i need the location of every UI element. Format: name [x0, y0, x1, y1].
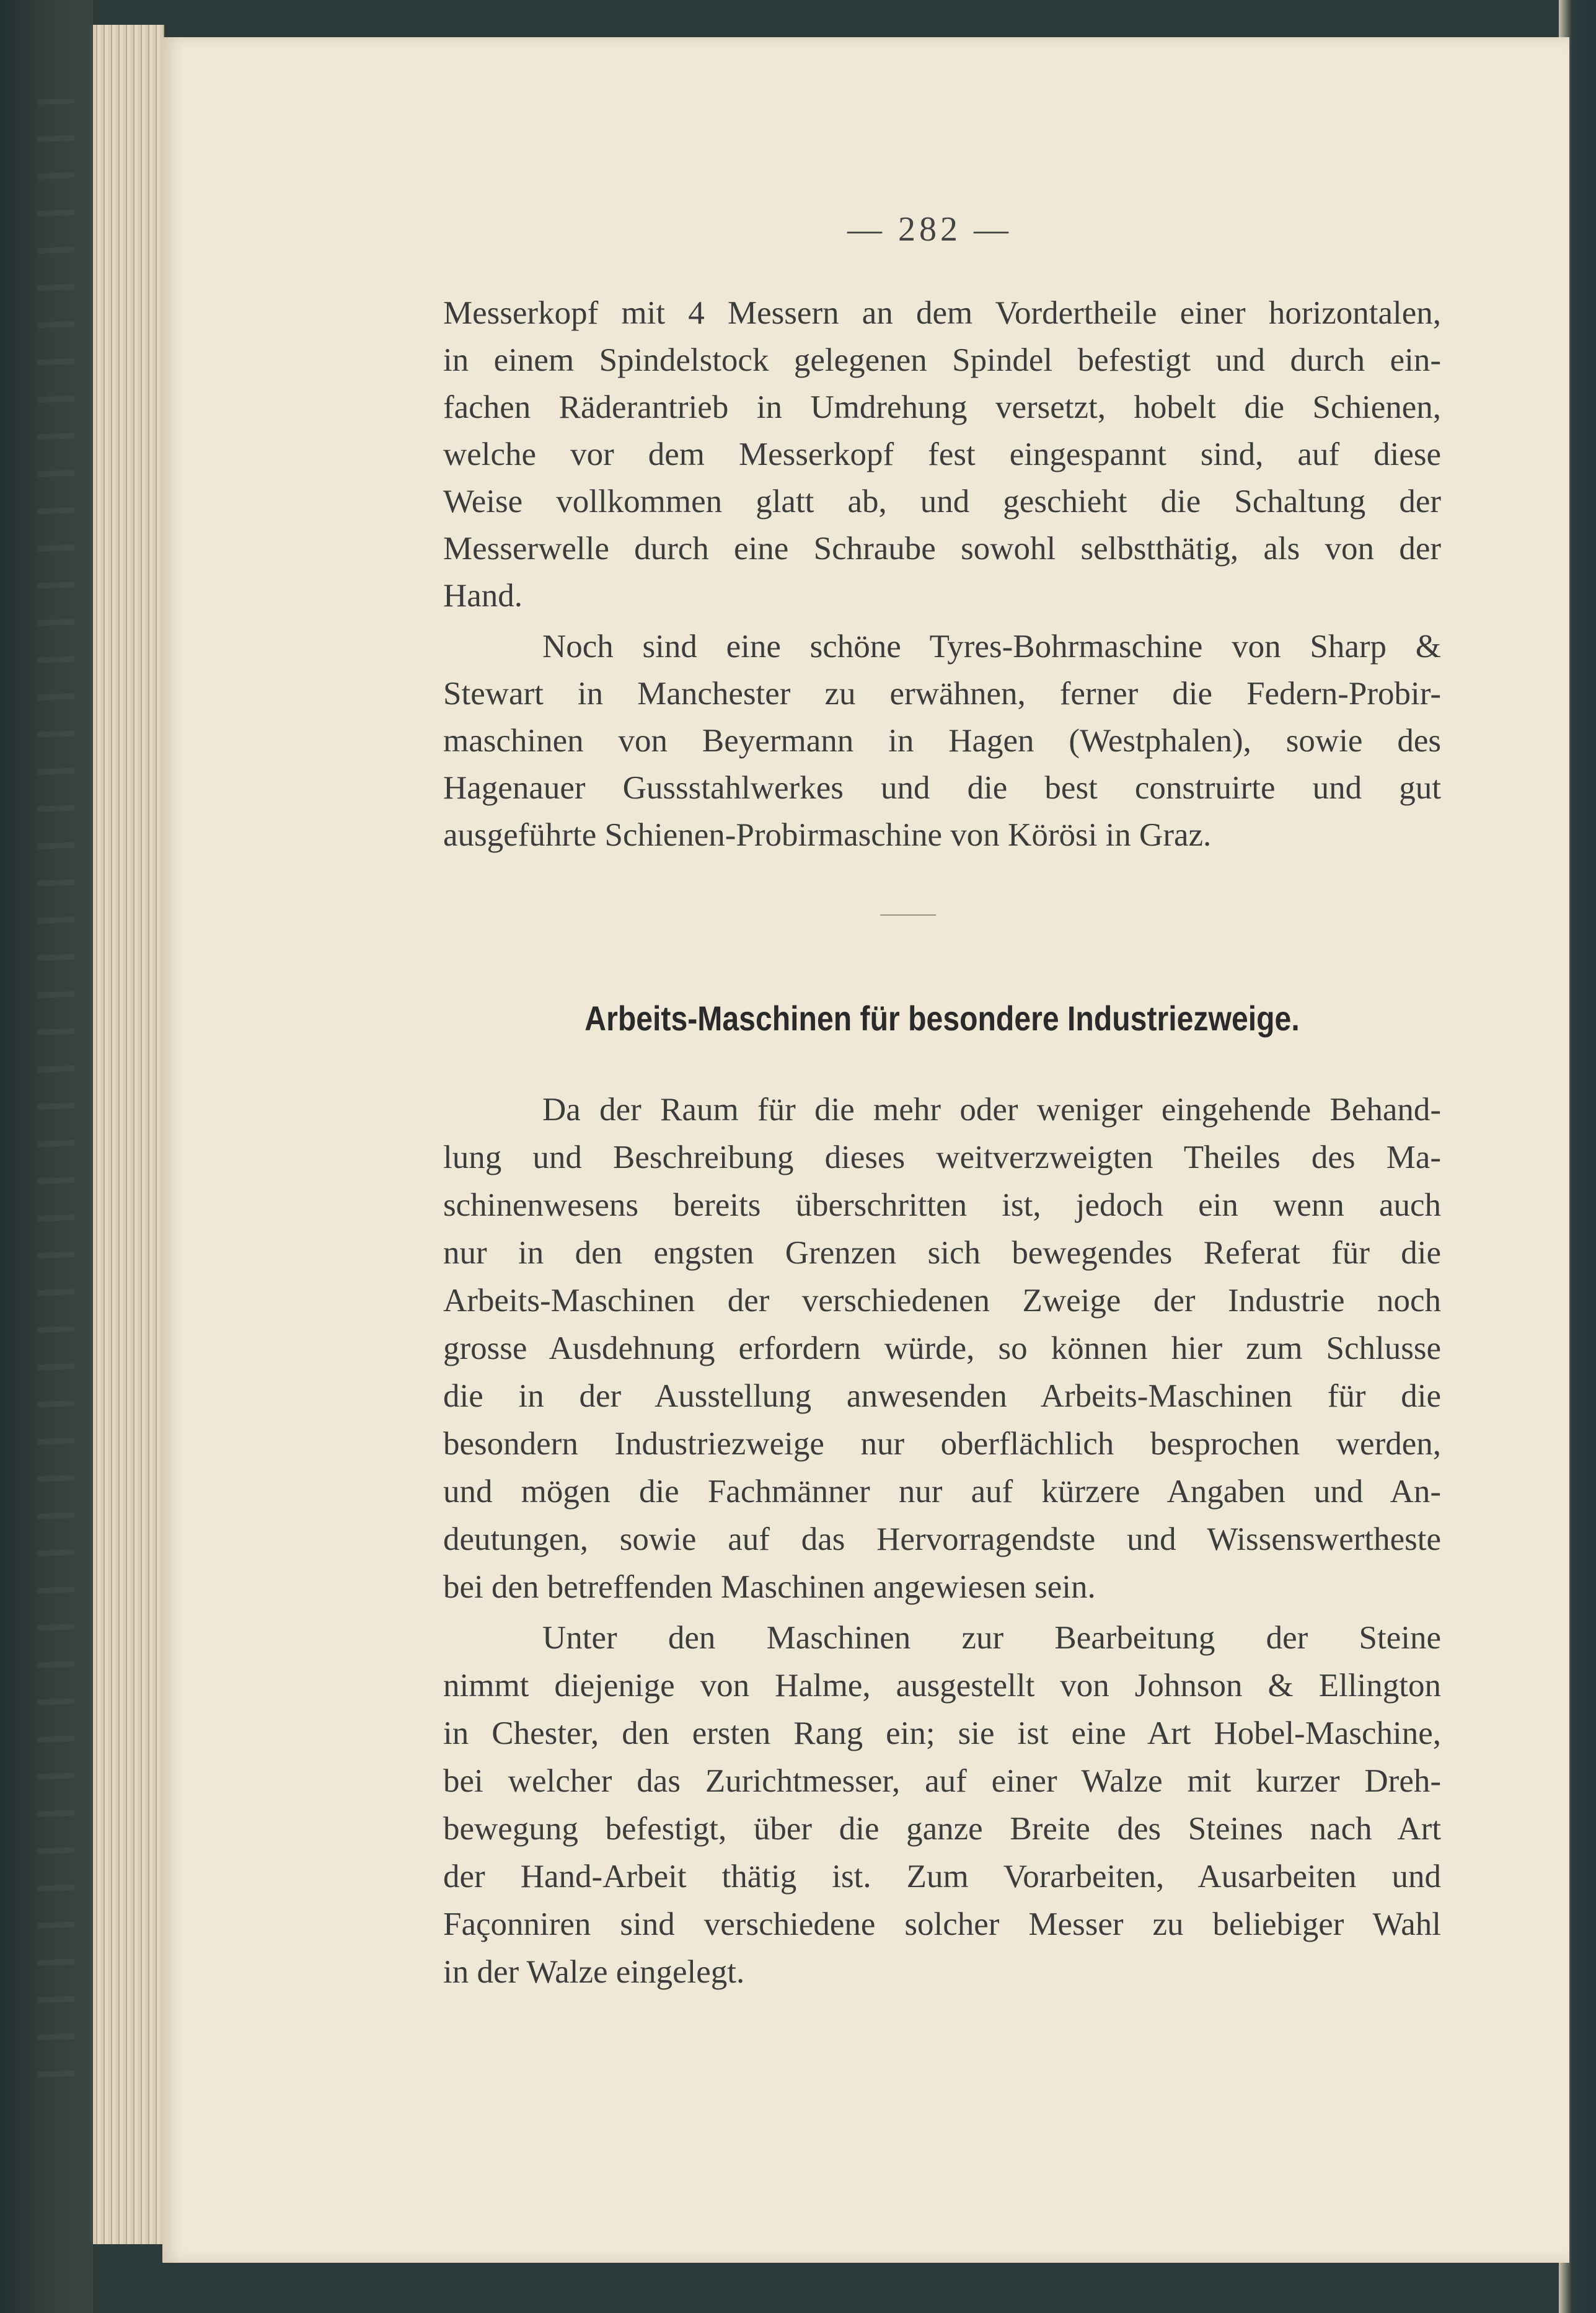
- text-line: Messerkopf mit 4 Messern an dem Vordertheile einer horizontalen,: [443, 295, 1441, 331]
- text-line: bei den betreffenden Maschinen angewiesen sein.: [443, 1569, 1096, 1605]
- text-line: maschinen von Beyermann in Hagen (Westphalen), sowie des: [443, 723, 1441, 759]
- binding-texture: [37, 99, 74, 2083]
- text-line: nimmt diejenige von Halme, ausgestellt von Johnson & Ellington: [443, 1668, 1441, 1704]
- text-line: welche vor dem Messerkopf fest eingespannt sind, auf diese: [443, 436, 1441, 472]
- page-number: — 282 —: [847, 210, 1012, 249]
- text-line: Weise vollkommen glatt ab, und geschieht die Schaltung der: [443, 484, 1441, 520]
- text-line: schinenwesens bereits überschritten ist, jedoch ein wenn auch: [443, 1187, 1441, 1223]
- text-line: besondern Industriezweige nur oberflächlich besprochen werden,: [443, 1426, 1441, 1462]
- text-line: Unter den Maschinen zur Bearbeitung der Steine: [542, 1620, 1441, 1656]
- text-line: in der Walze eingelegt.: [443, 1954, 745, 1990]
- page-edges: [93, 25, 164, 2244]
- section-divider: [880, 914, 936, 916]
- text-line: fachen Räderantrieb in Umdrehung versetzt, hobelt die Schienen,: [443, 389, 1441, 425]
- text-line: Arbeits-Maschinen der verschiedenen Zweige der Industrie noch: [443, 1283, 1441, 1319]
- text-line: Façonniren sind verschiedene solcher Messer zu beliebiger Wahl: [443, 1906, 1441, 1942]
- text-line: Hagenauer Gussstahlwerkes und die best construirte und gut: [443, 770, 1441, 806]
- text-line: bei welcher das Zurichtmesser, auf einer Walze mit kurzer Dreh-: [443, 1763, 1441, 1799]
- text-line: grosse Ausdehnung erfordern würde, so können hier zum Schlusse: [443, 1330, 1441, 1366]
- text-line: Da der Raum für die mehr oder weniger eingehende Behand-: [542, 1092, 1441, 1128]
- text-line: lung und Beschreibung dieses weitverzweigten Theiles des Ma-: [443, 1139, 1441, 1175]
- text-line: die in der Ausstellung anwesenden Arbeits-Maschinen für die: [443, 1378, 1441, 1414]
- text-line: Noch sind eine schöne Tyres-Bohrmaschine von Sharp &: [542, 629, 1441, 665]
- text-line: und mögen die Fachmänner nur auf kürzere Angaben und An-: [443, 1474, 1441, 1510]
- text-line: in einem Spindelstock gelegenen Spindel befestigt und durch ein-: [443, 342, 1441, 378]
- text-line: Messerwelle durch eine Schraube sowohl selbstthätig, als von der: [443, 531, 1441, 567]
- text-line: Hand.: [443, 578, 523, 614]
- section-heading: Arbeits-Maschinen für besondere Industriezweige.: [584, 999, 1300, 1038]
- text-line: nur in den engsten Grenzen sich bewegendes Referat für die: [443, 1235, 1441, 1271]
- text-line: der Hand-Arbeit thätig ist. Zum Vorarbeiten, Ausarbeiten und: [443, 1859, 1441, 1895]
- text-line: Stewart in Manchester zu erwähnen, ferner die Federn-Probir-: [443, 676, 1441, 712]
- text-line: in Chester, den ersten Rang ein; sie ist eine Art Hobel-Maschine,: [443, 1715, 1441, 1751]
- text-line: deutungen, sowie auf das Hervorragendste und Wissenswertheste: [443, 1521, 1441, 1557]
- book-binding: [0, 0, 93, 2313]
- text-line: bewegung befestigt, über die ganze Breite des Steines nach Art: [443, 1811, 1441, 1847]
- text-line: ausgeführte Schienen-Probirmaschine von Körösi in Graz.: [443, 817, 1212, 853]
